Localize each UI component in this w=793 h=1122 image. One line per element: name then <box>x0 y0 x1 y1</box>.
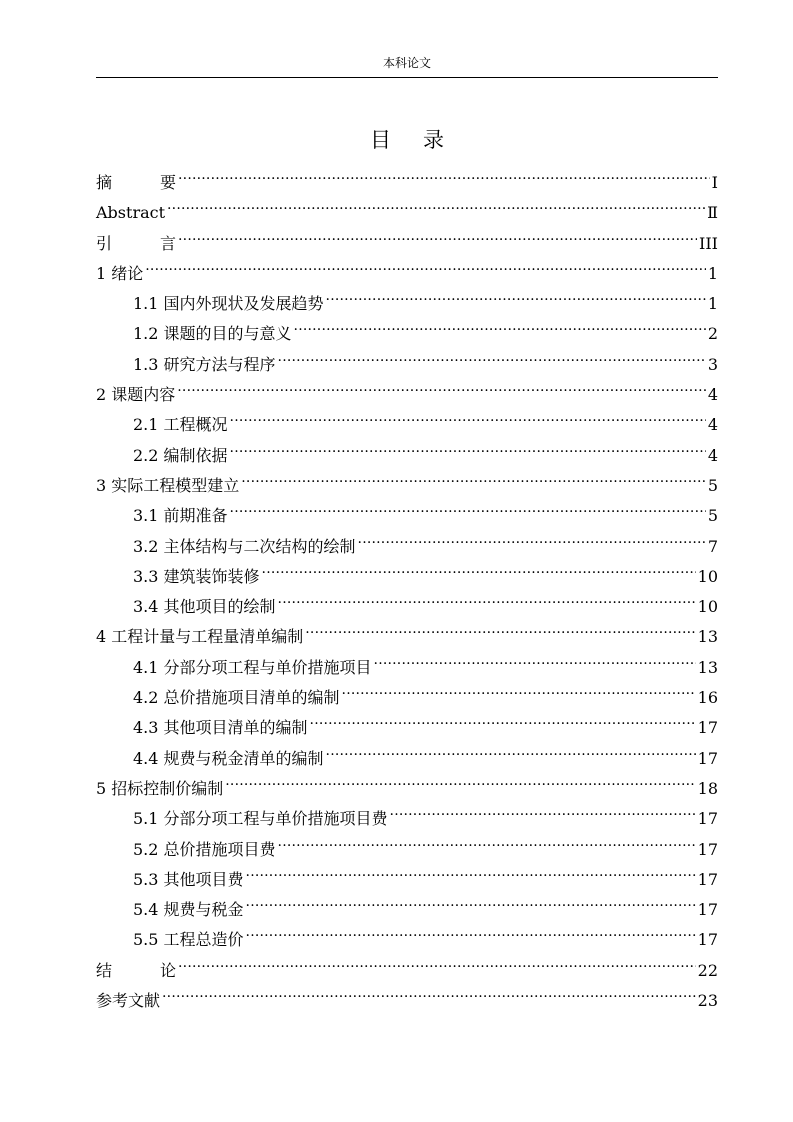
toc-entry-label-part: 论 <box>160 960 177 980</box>
toc-entry-page-number: 1 <box>707 294 718 314</box>
toc-entry[interactable] <box>96 340 718 374</box>
toc-entry[interactable] <box>96 764 718 798</box>
toc-entry-label: 1 绪论 <box>96 263 144 283</box>
dot-leader <box>230 431 706 461</box>
toc-entry-page-number: 5 <box>707 475 718 495</box>
toc-entry-page-number: III <box>699 233 718 253</box>
dot-leader <box>262 552 696 582</box>
dot-leader <box>358 522 706 552</box>
toc-entry-label: 1.2 课题的目的与意义 <box>133 324 292 344</box>
dot-leader <box>390 794 696 824</box>
toc-entry-page-number: 10 <box>697 597 718 617</box>
dot-leader <box>246 885 696 915</box>
toc-entry[interactable] <box>96 400 718 435</box>
toc-entry[interactable] <box>96 249 718 283</box>
dot-leader <box>294 309 706 339</box>
dot-leader <box>310 703 696 733</box>
dot-leader <box>326 734 696 764</box>
table-of-contents <box>96 158 718 1011</box>
toc-entry-page-number: 13 <box>697 627 718 647</box>
dot-leader <box>241 461 706 491</box>
dot-leader <box>342 673 696 703</box>
toc-entry-page-number: 10 <box>697 566 718 586</box>
toc-entry-page-number: Ⅱ <box>707 203 718 223</box>
toc-entry[interactable] <box>96 461 718 495</box>
toc-entry-page-number: 2 <box>707 324 718 344</box>
toc-entry[interactable] <box>96 582 718 617</box>
toc-entry-label: 4.1 分部分项工程与单价措施项目 <box>133 657 372 677</box>
toc-entry[interactable] <box>96 612 718 647</box>
dot-leader <box>145 249 706 279</box>
toc-entry-label: 2 课题内容 <box>96 385 176 405</box>
toc-entry-page-number: 1 <box>707 263 718 283</box>
toc-entry[interactable] <box>96 522 718 556</box>
dot-leader <box>178 946 696 976</box>
toc-entry-label-part: 摘 <box>96 173 113 192</box>
toc-entry-label: 5.3 其他项目费 <box>133 869 244 889</box>
toc-entry-label: 3.4 其他项目的绘制 <box>133 597 276 617</box>
toc-entry-page-number: 23 <box>697 991 718 1011</box>
toc-entry-page-number: 17 <box>697 930 718 950</box>
toc-entry-label: 2.1 工程概况 <box>133 415 228 435</box>
dot-leader <box>246 915 696 945</box>
toc-entry-label: 3.3 建筑装饰装修 <box>133 566 260 586</box>
toc-entry-label: 4.2 总价措施项目清单的编制 <box>133 688 340 708</box>
toc-entry-label: 5.5 工程总造价 <box>133 930 244 950</box>
toc-entry-page-number: 17 <box>697 869 718 889</box>
toc-entry-label: 1.3 研究方法与程序 <box>133 354 276 374</box>
toc-entry-page-number: 22 <box>697 960 718 980</box>
running-title: 本科论文 <box>382 56 431 70</box>
toc-entry[interactable] <box>96 855 718 889</box>
toc-entry-page-number: 17 <box>697 718 718 738</box>
toc-entry-page-number: 17 <box>697 809 718 829</box>
toc-entry-label: 4.4 规费与税金清单的编制 <box>133 748 324 768</box>
dot-leader <box>225 764 695 794</box>
dot-leader <box>178 158 710 188</box>
toc-entry-page-number: 17 <box>697 839 718 859</box>
toc-entry-page-number: 7 <box>707 536 718 556</box>
toc-entry-label-part: 结 <box>96 960 113 980</box>
toc-entry-label: 5 招标控制价编制 <box>96 778 224 798</box>
dot-leader <box>177 370 706 400</box>
dot-leader <box>305 612 695 642</box>
toc-entry-page-number: 18 <box>697 778 718 798</box>
toc-entry-label: 4.3 其他项目清单的编制 <box>133 718 308 738</box>
toc-entry-page-number: 16 <box>697 688 718 708</box>
toc-entry[interactable] <box>96 491 718 526</box>
toc-entry-page-number: 4 <box>707 385 718 405</box>
page-header <box>96 55 718 78</box>
dot-leader <box>326 279 706 309</box>
toc-entry[interactable] <box>96 794 718 829</box>
toc-entry-label-part: 言 <box>160 233 177 253</box>
toc-entry-label: 4 工程计量与工程量清单编制 <box>96 627 304 647</box>
dot-leader <box>230 400 706 430</box>
dot-leader <box>278 825 696 855</box>
toc-entry-page-number: 13 <box>697 657 718 677</box>
toc-entry[interactable] <box>96 219 718 253</box>
toc-entry[interactable] <box>96 915 718 950</box>
toc-entry-page-number: 5 <box>707 506 718 526</box>
toc-entry[interactable] <box>96 976 718 1011</box>
toc-entry[interactable] <box>96 279 718 314</box>
toc-entry-label: 参考文献 <box>96 991 161 1011</box>
dot-leader <box>278 582 696 612</box>
toc-entry-page-number: 4 <box>707 415 718 435</box>
toc-entry[interactable] <box>96 552 718 586</box>
dot-leader <box>167 188 705 218</box>
toc-entry-label: 5.4 规费与税金 <box>133 900 244 920</box>
toc-entry[interactable] <box>96 703 718 738</box>
toc-entry[interactable] <box>96 158 718 192</box>
toc-entry-label: Abstract <box>96 203 166 223</box>
toc-entry-label: 3 实际工程模型建立 <box>96 475 240 495</box>
dot-leader <box>374 643 696 673</box>
toc-entry-page-number: 4 <box>707 445 718 465</box>
toc-entry[interactable] <box>96 946 718 980</box>
toc-entry-page-number: Ⅰ <box>711 173 718 192</box>
dot-leader <box>162 976 696 1006</box>
dot-leader <box>278 340 706 370</box>
toc-entry[interactable] <box>96 734 718 768</box>
toc-entry-page-number: 3 <box>707 354 718 374</box>
toc-entry-label: 1.1 国内外现状及发展趋势 <box>133 294 324 314</box>
toc-entry-label: 3.1 前期准备 <box>133 506 228 526</box>
dot-leader <box>246 855 696 885</box>
toc-entry[interactable] <box>96 885 718 920</box>
toc-entry[interactable] <box>96 370 718 405</box>
dot-leader <box>230 491 706 521</box>
toc-entry-label: 5.1 分部分项工程与单价措施项目费 <box>133 809 388 829</box>
toc-entry[interactable] <box>96 309 718 344</box>
toc-title: 目录 <box>370 128 476 152</box>
dot-leader <box>178 219 697 249</box>
toc-entry-label-part: 要 <box>160 173 177 192</box>
toc-entry[interactable] <box>96 825 718 859</box>
toc-entry-page-number: 17 <box>697 900 718 920</box>
toc-entry[interactable] <box>96 431 718 465</box>
toc-entry-label: 2.2 编制依据 <box>133 445 228 465</box>
toc-entry[interactable] <box>96 188 718 223</box>
toc-entry-label: 3.2 主体结构与二次结构的绘制 <box>133 536 356 556</box>
toc-entry[interactable] <box>96 643 718 677</box>
toc-entry-page-number: 17 <box>697 748 718 768</box>
toc-entry-label: 5.2 总价措施项目费 <box>133 839 276 859</box>
toc-entry-label-part: 引 <box>96 233 113 253</box>
toc-entry[interactable] <box>96 673 718 708</box>
